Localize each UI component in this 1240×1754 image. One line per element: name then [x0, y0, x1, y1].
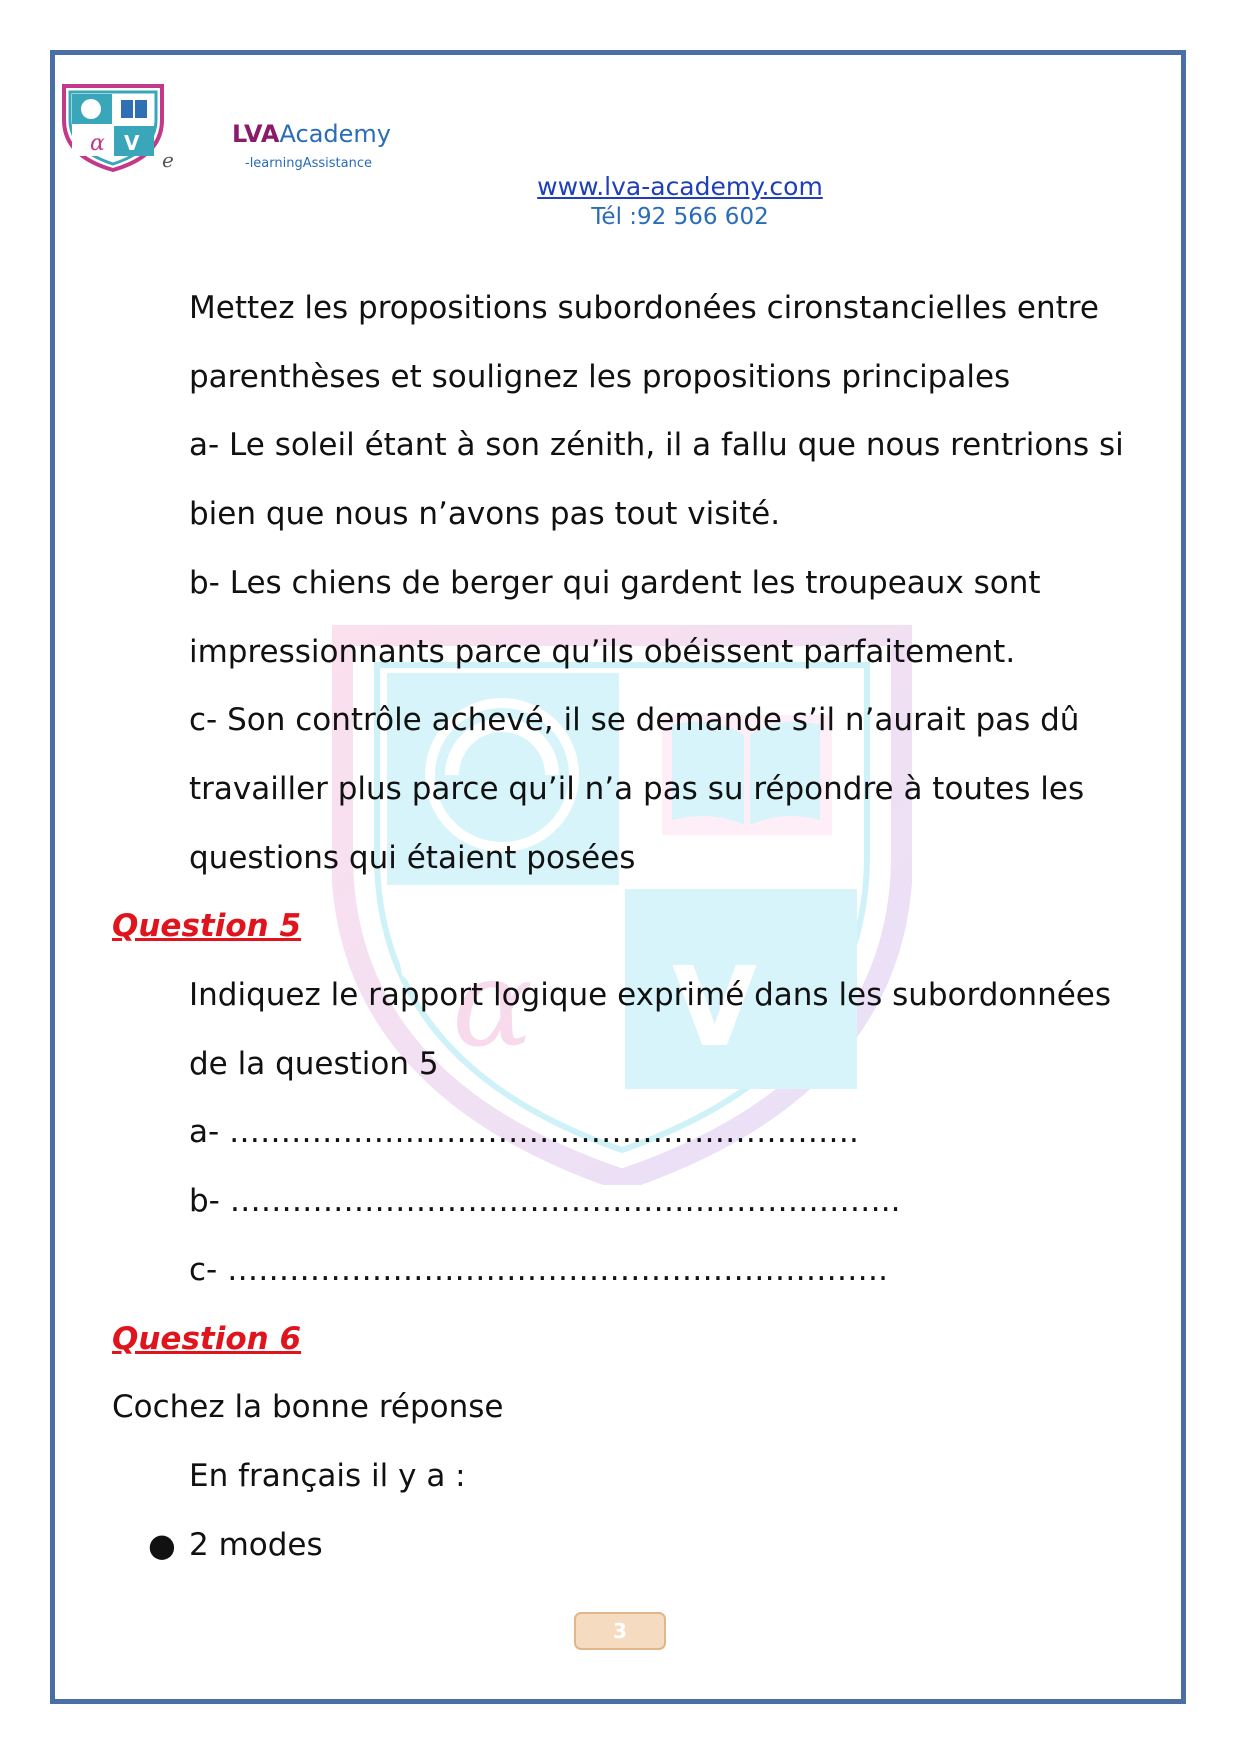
instruction-line: de la question 5: [189, 1045, 439, 1082]
instruction-line: Mettez les propositions subordonées cironstancielles entre: [189, 290, 1099, 326]
brand-tagline: -learningAssistance: [245, 156, 372, 171]
instruction-line: Cochez la bonne réponse: [112, 1389, 504, 1426]
bullet-icon: ●: [148, 1525, 176, 1564]
question-5-title: Question 5: [112, 908, 302, 945]
answer-blank-c: c- ……………………………………………………….: [189, 1251, 888, 1288]
svg-text:α: α: [90, 131, 105, 156]
svg-text:α: α: [452, 935, 534, 1074]
phone-number: Tél :92 566 602: [591, 204, 769, 230]
question-heading: [112, 892, 1142, 961]
instruction-line: parenthèses et soulignez les propositions principales: [189, 358, 1011, 395]
question-heading: [112, 1305, 1142, 1374]
sentence-line: questions qui étaient posées: [189, 839, 636, 876]
academy-shield-logo-icon: [58, 80, 168, 172]
answer-blank-b: b- ………………………………………………………..: [189, 1183, 901, 1220]
option-label: 2 modes: [189, 1526, 323, 1563]
sentence-line: b- Les chiens de berger qui gardent les troupeaux sont: [189, 564, 1041, 601]
sentence-line: impressionnants parce qu’ils obéissent parfaitement.: [189, 633, 1016, 670]
answer-blank-a: a- …………………………………………………….: [189, 1114, 859, 1151]
sentence-line: bien que nous n’avons pas tout visité.: [189, 496, 781, 533]
page-number: 3: [574, 1612, 666, 1650]
option-item: [112, 1511, 1142, 1580]
brand-lva: LVA: [232, 120, 280, 148]
sentence-line: a- Le soleil étant à son zénith, il a fallu que nous rentrions si: [189, 427, 1124, 464]
instruction-line: Indiquez le rapport logique exprimé dans les subordonnées: [189, 977, 1112, 1014]
brand-academy: Academy: [279, 120, 391, 148]
svg-text:V: V: [124, 131, 140, 155]
instruction-line: En français il y a :: [189, 1457, 466, 1494]
sentence-line: travailler plus parce qu’il n’a pas su répondre à toutes les: [189, 770, 1085, 807]
sentence-line: c- Son contrôle achevé, il se demande s’il n’aurait pas dû: [189, 702, 1080, 739]
document-body: [112, 274, 1142, 1579]
logo-e-mark: e: [162, 148, 174, 172]
svg-text:V: V: [672, 943, 758, 1071]
question-6-title: Question 6: [112, 1320, 302, 1357]
website-link[interactable]: www.lva-academy.com: [537, 172, 823, 201]
brand-name: [232, 120, 391, 148]
